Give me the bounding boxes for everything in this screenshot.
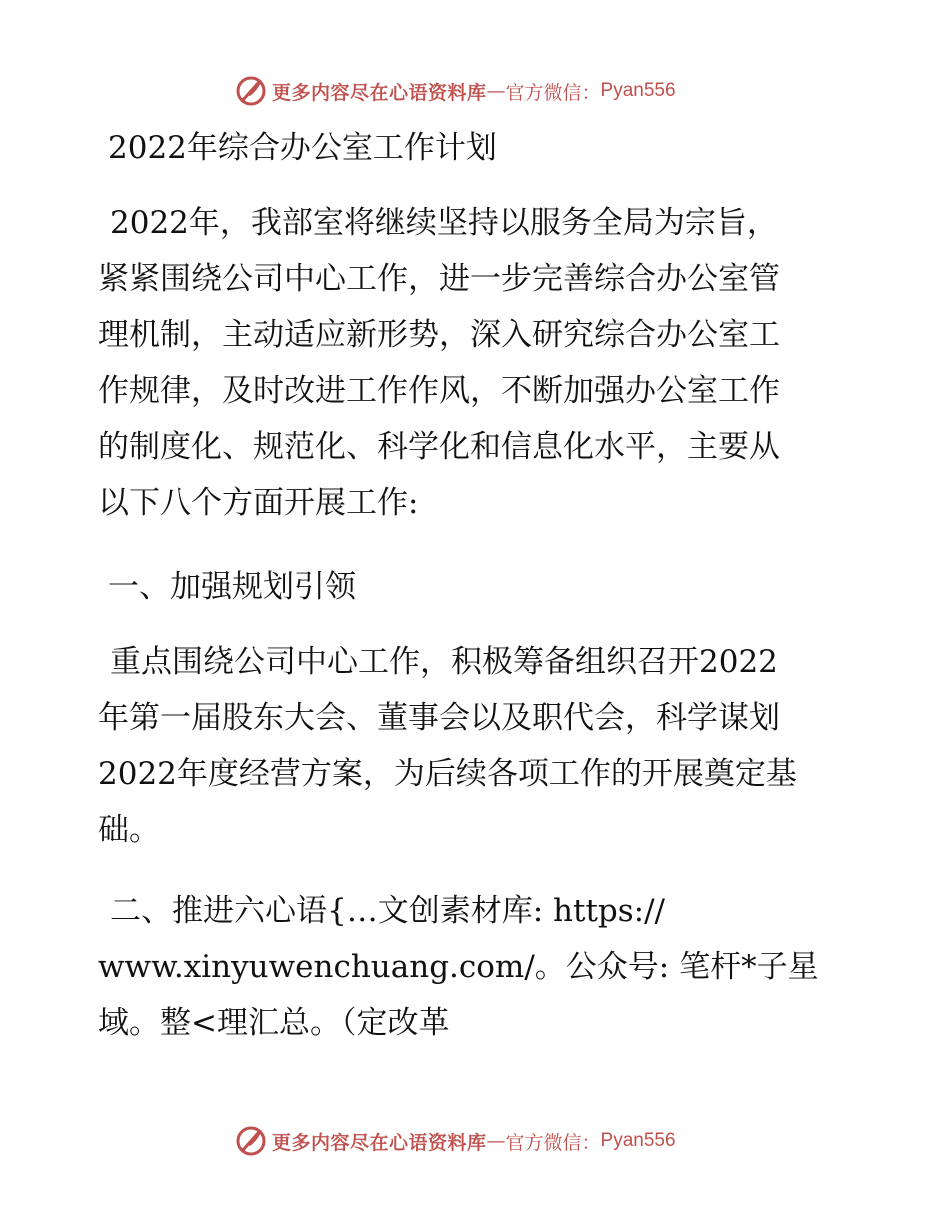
intro-line: 理机制，主动适应新形势，深入研究综合办公室工 [98, 317, 780, 353]
watermark-wechat-id: Pyan556 [600, 80, 676, 101]
intro-line: 的制度化、规范化、科学化和信息化水平，主要从 [98, 429, 780, 465]
section-2-line: www.xinyuwenchuang.com/。公众号: 笔杆*子星 [98, 949, 819, 985]
section-2-line: 域。整<理汇总。（定改革 [98, 1005, 450, 1041]
watermark-brand: 更多内容尽在心语资料库 [272, 1131, 487, 1154]
intro-paragraph [98, 195, 858, 531]
watermark-wechat-id: Pyan556 [600, 1130, 676, 1151]
watermark-brand: 更多内容尽在心语资料库 [272, 81, 487, 104]
footer-watermark [234, 1121, 676, 1161]
section-1-line: 础。 [98, 812, 160, 848]
watermark-separator: — [486, 80, 506, 102]
section-1-line: 2022年度经营方案，为后续各项工作的开展奠定基 [98, 756, 797, 792]
section-1-line: 重点围绕公司中心工作，积极筹备组织召开2022 [110, 644, 778, 680]
watermark-separator: — [486, 1130, 506, 1152]
section-1-heading: 一、加强规划引领 [108, 569, 356, 605]
quill-logo-icon [234, 1124, 268, 1158]
section-2-paragraph [98, 883, 858, 1051]
section-1-line: 年第一届股东大会、董事会以及职代会，科学谋划 [98, 700, 780, 736]
intro-line: 以下八个方面开展工作: [98, 485, 419, 521]
section-2-line: 二、推进六心语{…文创素材库: https:// [110, 893, 665, 929]
watermark-label: 官方微信： [505, 81, 601, 104]
section-1-paragraph [98, 634, 858, 858]
watermark-label: 官方微信： [505, 1131, 601, 1154]
header-watermark [234, 71, 676, 111]
document-title: 2022年综合办公室工作计划 [108, 130, 497, 166]
intro-line: 作规律，及时改进工作作风，不断加强办公室工作 [98, 373, 780, 409]
intro-line: 2022年，我部室将继续坚持以服务全局为宗旨， [110, 205, 778, 241]
intro-line: 紧紧围绕公司中心工作，进一步完善综合办公室管 [98, 261, 780, 297]
quill-logo-icon [234, 74, 268, 108]
